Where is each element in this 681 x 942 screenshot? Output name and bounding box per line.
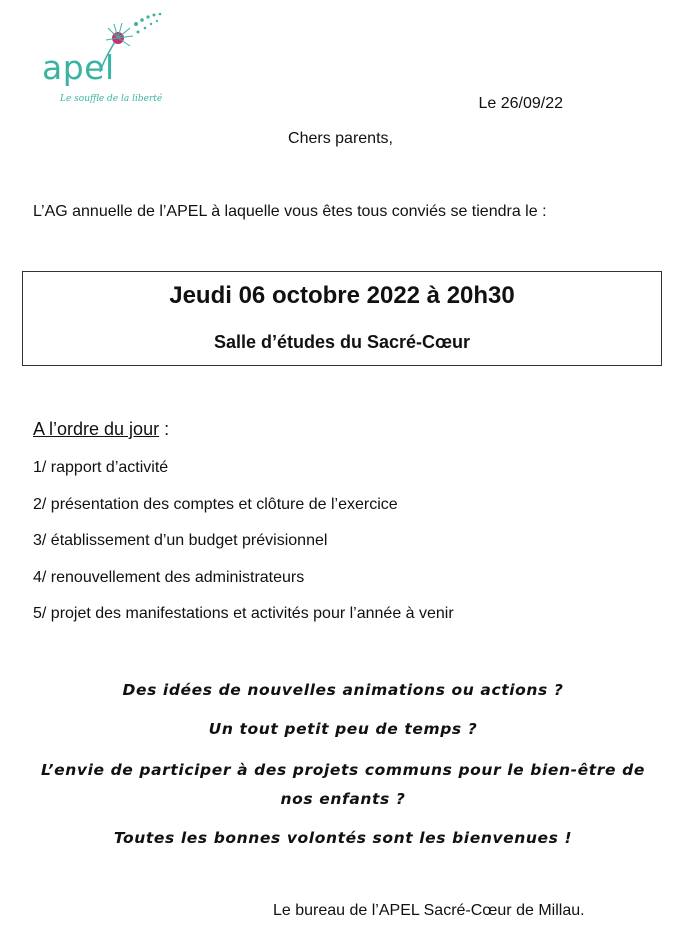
agenda-item: 1/ rapport d’activité: [33, 459, 169, 476]
signature: Le bureau de l’APEL Sacré-Cœur de Millau.: [273, 902, 585, 919]
logo-tagline: Le souffle de la liberté: [60, 94, 163, 104]
agenda-heading: [33, 419, 169, 440]
cta-line: Un tout petit peu de temps ?: [208, 720, 478, 738]
agenda-item: 3/ établissement d’un budget prévisionnel: [33, 532, 328, 549]
logo-wordmark: apel: [42, 48, 115, 87]
greeting: Chers parents,: [288, 130, 393, 147]
event-box: [22, 271, 662, 366]
cta-line: L’envie de participer à des projets communs pour le bien-être de nos enfants ?: [41, 761, 645, 808]
letter-date: Le 26/09/22: [478, 95, 563, 112]
intro-paragraph: L’AG annuelle de l’APEL à laquelle vous êtes tous conviés se tiendra le :: [33, 203, 547, 220]
agenda-item: 5/ projet des manifestations et activités pour l’année à venir: [33, 605, 454, 622]
cta-line: Toutes les bonnes volontés sont les bienvenues !: [113, 829, 573, 847]
event-datetime: Jeudi 06 octobre 2022 à 20h30: [169, 282, 515, 309]
agenda-item: 2/ présentation des comptes et clôture de l’exercice: [33, 496, 398, 513]
agenda-title: A l’ordre du jour: [33, 419, 160, 439]
event-location: Salle d’études du Sacré-Cœur: [213, 332, 471, 352]
agenda-title-suffix: :: [159, 419, 170, 439]
agenda-item: 4/ renouvellement des administrateurs: [33, 569, 305, 586]
cta-line: Des idées de nouvelles animations ou actions ?: [122, 681, 564, 699]
